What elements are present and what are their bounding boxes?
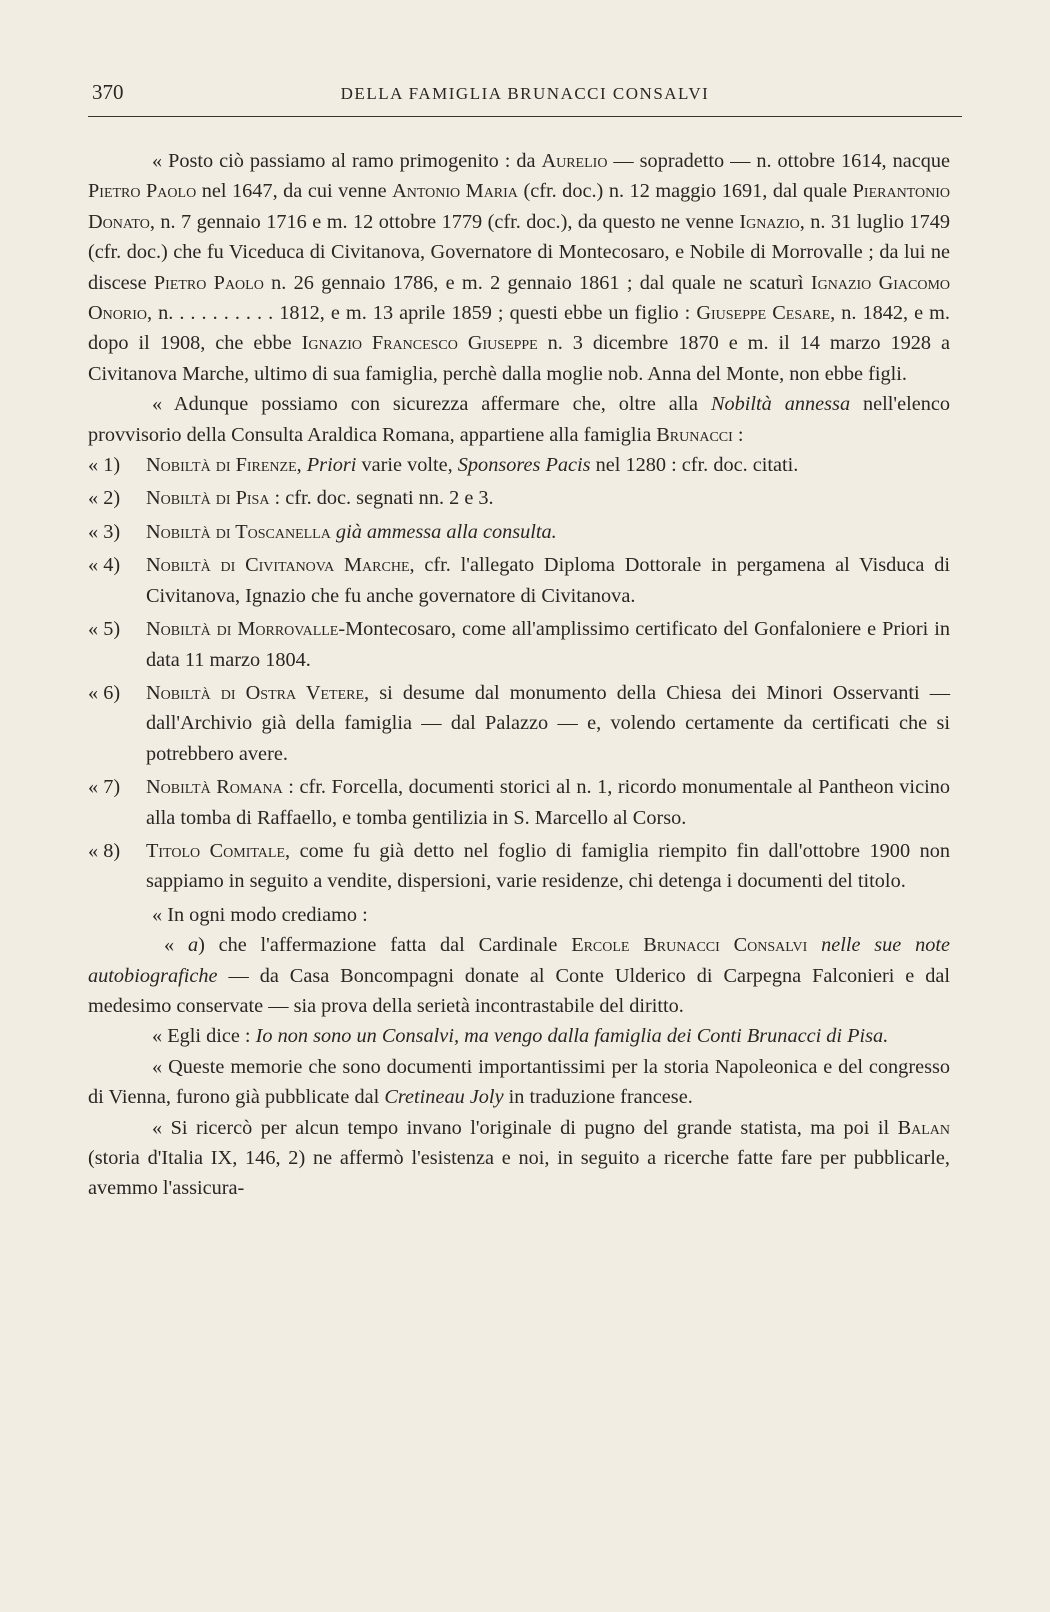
paragraph-memorie: « Queste memorie che sono documenti importantissimi per la storia Napoleonica e del congresso di Vienna, furono già pubblicate dal Cretineau Joly in traduzione francese. (88, 1055, 950, 1109)
list-item: « 4) Nobiltà di Civitanova Marche, cfr. l'allegato Diploma Dottorale in pergamena al Visduca di Civitanova, Ignazio che fu anche governatore di Civitanova. (88, 554, 950, 607)
header-rule (88, 116, 962, 117)
list-item: « 2) Nobiltà di Pisa : cfr. doc. segnati nn. 2 e 3. (88, 487, 494, 510)
list-item: « 8) Titolo Comitale, come fu già detto nel foglio di famiglia riempito fin dall'ottobre 1900 non sappiamo in seguito a vendite, dispersioni, varie residenze, chi detenga i documenti del titolo. (88, 839, 950, 893)
paragraph-claim-a: « a) che l'affermazione fatta dal Cardinale Ercole Brunacci Consalvi nelle sue note autobiografiche — da Casa Boncompagni donate al Conte Ulderico di Carpegna Falconieri e dal medesimo conservate — sia prova della serietà incontrastabile del diritto. (88, 934, 950, 1017)
page-body (88, 146, 950, 1204)
page-header (88, 74, 962, 114)
list-item: « 1) Nobiltà di Firenze, Priori varie volte, Sponsores Pacis nel 1280 : cfr. doc. citati. (88, 454, 799, 477)
page-number: 370 (92, 80, 124, 104)
list-item: « 6) Nobiltà di Ostra Vetere, si desume dal monumento della Chiesa dei Minori Osservanti — dall'Archivio già della famiglia — dal Palazzo — e, volendo certamente da certificati che si potrebbero avere. (88, 681, 950, 765)
paragraph-nobility-intro: « Adunque possiamo con sicurezza affermare che, oltre alla Nobiltà annessa nell'elenco provvisorio della Consulta Araldica Romana, appartiene alla famiglia Brunacci : (88, 393, 950, 446)
list-item: « 3) Nobiltà di Toscanella già ammessa alla consulta. (88, 520, 557, 543)
list-item: « 5) Nobiltà di Morrovalle-Montecosaro, come all'amplissimo certificato del Gonfaloniere e Priori in data 11 marzo 1804. (88, 618, 951, 671)
running-title: DELLA FAMIGLIA BRUNACCI CONSALVI (340, 84, 710, 103)
paragraph-lineage: « Posto ciò passiamo al ramo primogenito : da Aurelio — sopradetto — n. ottobre 1614, nacque Pietro Paolo nel 1647, da cui venne Antonio Maria (cfr. doc.) n. 12 maggio 1691, dal quale Pierantonio Donato, n. 7 gennaio 1716 e m. 12 ottobre 1779 (cfr. doc.), da questo ne venne Ignazio, n. 31 luglio 1749 (cfr. doc.) che fu Viceduca di Civitanova, Governatore di Montecosaro, e Nobile di Morrovalle ; da lui ne discese Pietro Paolo n. 26 gennaio 1786, e m. 2 gennaio 1861 ; dal quale ne scaturì Ignazio Giacomo Onorio, n. . . . . . . . . . 1812, e m. 13 aprile 1859 ; questi ebbe un figlio : Giuseppe Cesare, n. 1842, e m. dopo il 1908, che ebbe Ignazio Francesco Giuseppe n. 3 dicembre 1870 e m. il 14 marzo 1928 a Civitanova Marche, ultimo di sua famiglia, perchè dalla moglie nob. Anna del Monte, non ebbe figli. (88, 150, 951, 385)
list-item: « 7) Nobiltà Romana : cfr. Forcella, documenti storici al n. 1, ricordo monumentale al Pantheon vicino alla tomba di Raffaello, e tomba gentilizia in S. Marcello al Corso. (88, 776, 950, 829)
paragraph-ricerca: « Si ricercò per alcun tempo invano l'originale di pugno del grande statista, ma poi il Balan (storia d'Italia IX, 146, 2) ne affermò l'esistenza e noi, in seguito a ricerche fatte fare per pubblicarle, avemmo l'assicura- (88, 1116, 950, 1200)
paragraph-in-ogni-modo: « In ogni modo crediamo : (152, 903, 368, 926)
paragraph-quote: « Egli dice : Io non sono un Consalvi, ma vengo dalla famiglia dei Conti Brunacci di Pisa. (152, 1025, 889, 1048)
